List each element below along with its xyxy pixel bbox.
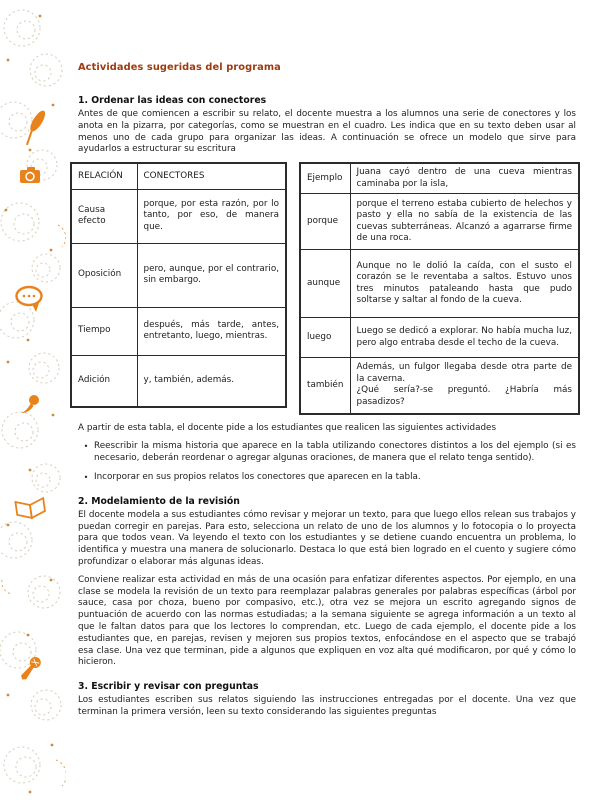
comma-icon [21, 395, 39, 413]
section-3-paragraph: Los estudiantes escriben sus relatos siguiendo las instrucciones entregadas por el docente. Una vez que terminan la primera versión, leen su texto considerando las siguientes preguntas [78, 695, 576, 718]
header-conectores: CONECTORES [137, 163, 286, 189]
bullet-icon: • [83, 442, 89, 452]
list-item [78, 441, 576, 465]
doodle-dots [5, 15, 55, 794]
relation-cell: Tiempo [71, 307, 137, 355]
section-2-paragraph-2: Conviene realizar esta actividad en más de una ocasión para enfatizar diferentes aspectos. Por ejemplo, en una clase se modela la revisión de un texto para reemplazar palabras generales por palabras específicas (árbol por sauce, casa por choza, bueno por compasivo, etc.), otra vez se mejora un escrito agregando signos de puntuación de acuerdo con las normas estudiadas; a la semana siguiente se agrega información a un texto al que le faltan datos para que los lectores lo comprendan, etc. Luego de cada ejemplo, el docente pide a los estudiantes que, en parejas, revisen y mejoren sus propios textos, enfocándose en el aspecto que se trabajó esa clase. Una vez que terminan, pide a algunos que expliquen en voz alta qué modificaron, por qué y cómo lo hicieron. [78, 574, 576, 668]
example-text-cell: Juana cayó dentro de una cueva mientras caminaba por la isla, [350, 163, 579, 194]
example-label-cell: aunque [300, 250, 350, 318]
example-table [299, 162, 580, 415]
connectors-cell: pero, aunque, por el contrario, sin embargo. [137, 243, 286, 307]
example-label-cell: Ejemplo [300, 163, 350, 194]
section-3-heading: 3. Escribir y revisar con preguntas [78, 681, 259, 693]
activity-bullet-list [78, 441, 576, 483]
connectors-cell: y, también, además. [137, 355, 286, 407]
tables-row [70, 162, 576, 415]
page-content [70, 62, 576, 725]
connectors-header-row [71, 163, 286, 189]
connectors-cell: porque, por esta razón, por lo tanto, por eso, de manera que. [137, 189, 286, 243]
table-row [300, 250, 579, 318]
header-relacion: RELACIÓN [71, 163, 137, 189]
speech-bubble-icon [17, 287, 42, 312]
example-label-cell: porque [300, 194, 350, 250]
bullet-text: Reescribir la misma historia que aparece en la tabla utilizando conectores distintos a los del ejemplo (si es necesario, deberán reordenar o agregar algunas oraciones, de manera que el relato tenga sentido). [94, 441, 576, 464]
table-row [71, 189, 286, 243]
example-label-cell: luego [300, 318, 350, 358]
example-text-line: ¿Qué sería?-se preguntó. ¿Habría más pasadizos? [356, 385, 572, 407]
section-1-heading: 1. Ordenar las ideas con conectores [78, 95, 267, 106]
camera-icon [20, 167, 40, 183]
page-title: Actividades sugeridas del programa [78, 62, 281, 73]
example-text-cell [350, 358, 579, 414]
example-text-cell: porque el terreno estaba cubierto de helechos y pasto y ella no sabía de la existencia de las cuevas subterráneas. Alcanzó a agarrarse firme de una roca. [350, 194, 579, 250]
relation-cell: Oposición [71, 243, 137, 307]
example-text-cell: Luego se dedicó a explorar. No había mucha luz, pero algo entraba desde el techo de la cueva. [350, 318, 579, 358]
microphone-icon [18, 655, 43, 683]
table-row [300, 318, 579, 358]
table-row [300, 163, 579, 194]
relation-cell: Adición [71, 355, 137, 407]
section-2-heading: 2. Modelamiento de la revisión [78, 495, 240, 507]
activity-intro: A partir de esta tabla, el docente pide a los estudiantes que realicen las siguientes actividades [78, 422, 497, 433]
connectors-table [70, 162, 287, 408]
example-text-line: Además, un fulgor llegaba desde otra parte de la caverna. [356, 362, 572, 384]
example-label-cell: también [300, 358, 350, 414]
quill-pen-icon [20, 109, 48, 146]
list-item [78, 472, 576, 484]
open-book-icon [15, 498, 45, 520]
bullet-icon: • [83, 473, 89, 483]
section-1-paragraph: Antes de que comiencen a escribir su relato, el docente muestra a los alumnos una serie de conectores y los anota en la pizarra, por categorías, como se muestran en el cuadro. Les indica que en su texto deben usar al menos uno de cada grupo para organizar las ideas. A continuación se ofrece un modelo que sirve para ayudarlos a estructurar su escritura [78, 109, 576, 155]
table-row [300, 358, 579, 414]
table-row [71, 307, 286, 355]
table-row [71, 355, 286, 407]
example-text-cell: Aunque no le dolió la caída, con el susto el corazón se le reventaba a saltos. Estuvo unos tres minutos pataleando hasta que pudo soltarse y saltar al fondo de la cueva. [350, 250, 579, 318]
table-row [300, 194, 579, 250]
relation-cell: Causa efecto [71, 189, 137, 243]
bullet-text: Incorporar en sus propios relatos los conectores que aparecen en la tabla. [94, 472, 421, 483]
margin-doodles [0, 0, 66, 800]
connectors-cell: después, más tarde, antes, entretanto, luego, mientras. [137, 307, 286, 355]
section-2-paragraph-1: El docente modela a sus estudiantes cómo revisar y mejorar un texto, para que luego ellos relean sus trabajos y puedan corregir en parejas. Para esto, selecciona un relato de uno de los alumnos y lo fotocopia o lo proyecta para que todos vean. Va leyendo el texto con los estudiantes y se detiene cuando encuentra un problema, lo identifica y muestra una manera de solucionarlo. Destaca lo que está bien logrado en el cuento y sugiere cómo profundizar o elaborar más algunas ideas. [78, 509, 576, 568]
table-row [71, 243, 286, 307]
